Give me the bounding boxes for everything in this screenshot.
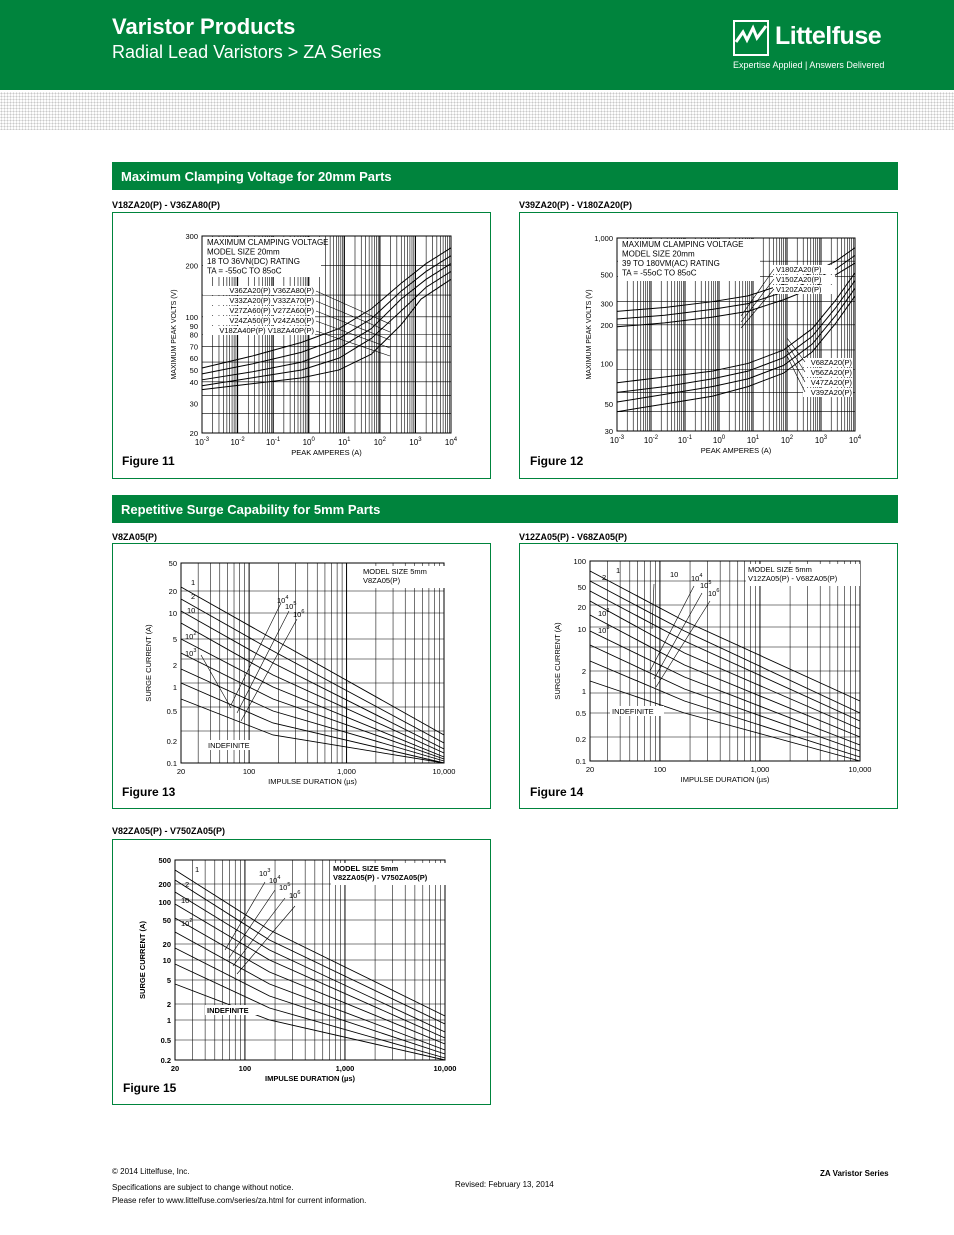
surge-curve (175, 904, 445, 1038)
y-tick-label: 100 (573, 557, 586, 566)
y-tick-label: 1 (581, 687, 586, 696)
x-tick-label: 20 (176, 767, 186, 776)
chart-note: V82ZA05(P) - V750ZA05(P) (333, 873, 428, 882)
curve-label: 2 (185, 880, 190, 889)
y-tick-label: 50 (577, 583, 586, 592)
leader-line (316, 311, 390, 340)
chart-note: MODEL SIZE 20mm (622, 249, 695, 259)
y-tick-label: 0.1 (575, 757, 586, 766)
curve-label: V18ZA40P(P) V18ZA40P(P) (219, 326, 314, 335)
chart-note: MODEL SIZE 5mm (363, 567, 427, 576)
curve-label: $10^2$ (181, 918, 193, 928)
curve-label: V47ZA20(P) (810, 378, 852, 387)
y-tick-label: 300 (600, 299, 613, 309)
x-tick-label: 10,000 (432, 767, 456, 776)
x-tick-label: 100 (242, 767, 256, 776)
x-tick-label: 10,000 (848, 765, 872, 774)
curve-label: V36ZA20(P) V36ZA80(P) (229, 286, 314, 295)
y-tick-label: 0.2 (160, 1056, 171, 1065)
x-tick-label: 1,000 (337, 767, 356, 776)
curve-label: $10^2$ (185, 631, 197, 641)
y-tick-label: 30 (604, 427, 613, 436)
y-tick-label: 0.1 (166, 759, 177, 768)
x-axis-label: IMPULSE DURATION (µs) (264, 1074, 356, 1083)
figure-14-panel (519, 543, 898, 809)
page-subtitle: Radial Lead Varistors > ZA Series (112, 42, 382, 62)
surge-curve (175, 880, 445, 1024)
x-axis-label: IMPULSE DURATION (µs) (268, 777, 357, 786)
curve-label: V27ZA60(P) V27ZA60(P) (229, 306, 314, 315)
footer-revised: Revised: February 13, 2014 (455, 1180, 554, 1189)
surge-curve (175, 948, 445, 1054)
y-axis-label: MAXIMUM PEAK VOLTS (V) (171, 289, 178, 380)
curve-label: $10^5$ (279, 882, 291, 892)
surge-curve (181, 599, 444, 743)
figure-12-chart (520, 213, 897, 478)
curve-label: $10^3$ (598, 625, 610, 635)
y-tick-label: 5 (166, 976, 171, 985)
x-tick-label: $10^{-1}$ (266, 437, 281, 447)
x-tick-label: $10^0$ (712, 435, 726, 445)
x-tick-label: $10^{-3}$ (194, 437, 210, 447)
y-tick-label: 200 (185, 261, 198, 271)
y-tick-label: 70 (189, 342, 198, 352)
y-tick-label: 80 (189, 330, 198, 340)
y-tick-label: 100 (600, 359, 613, 369)
curve-label: $10^6$ (708, 588, 720, 598)
y-tick-label: 50 (604, 399, 613, 409)
curve-label: $10^4$ (691, 573, 703, 583)
curve-label: V56ZA20(P) (810, 368, 852, 377)
y-tick-label: 50 (189, 365, 198, 375)
curve-label: $10^4$ (269, 875, 281, 885)
fig11-subtitle: V18ZA20(P) - V36ZA80(P) (112, 200, 221, 210)
curve-label: 10 (670, 570, 679, 579)
leader-line (787, 350, 805, 382)
y-tick-label: 10 (577, 625, 586, 634)
y-tick-label: 5 (172, 635, 177, 644)
x-tick-label: $10^1$ (338, 437, 351, 447)
y-tick-label: 40 (189, 377, 198, 387)
y-tick-label: 0.2 (166, 737, 177, 746)
x-tick-label: $10^{-2}$ (643, 435, 659, 445)
leader-line (237, 906, 295, 974)
x-tick-label: $10^2$ (780, 435, 794, 445)
curve-label: V24ZA50(P) V24ZA50(P) (229, 316, 314, 325)
x-axis-label: PEAK AMPERES (A) (700, 446, 772, 455)
y-tick-label: 300 (185, 232, 198, 241)
littelfuse-logo (733, 18, 893, 74)
chart-note: MODEL SIZE 20mm (207, 247, 280, 257)
x-tick-label: 20 (170, 1064, 180, 1073)
x-axis-label: IMPULSE DURATION (µs) (680, 775, 770, 784)
surge-curve (175, 984, 445, 1060)
footer-left (112, 1165, 366, 1207)
curve-label: V39ZA20(P) (810, 388, 852, 397)
y-tick-label: 2 (172, 661, 177, 670)
x-tick-label: $10^3$ (409, 437, 422, 447)
y-tick-label: 0.5 (160, 1036, 171, 1045)
y-tick-label: 20 (577, 603, 586, 612)
curve-label: V150ZA20(P) (776, 275, 822, 284)
fig14-subtitle: V12ZA05(P) - V68ZA05(P) (519, 532, 628, 542)
footer-series: ZA Varistor Series (820, 1169, 889, 1178)
curve-label: V68ZA20(P) (810, 358, 852, 367)
leader-line (231, 603, 281, 705)
figure-15-panel (112, 839, 491, 1105)
y-tick-label: 100 (158, 898, 171, 907)
curve-label: V120ZA20(P) (776, 285, 822, 294)
figure-12-caption: Figure 12 (530, 454, 584, 468)
leader-line (787, 356, 805, 392)
x-tick-label: 100 (653, 765, 667, 774)
curve-label: 1 (195, 865, 200, 874)
surge-curve (590, 591, 860, 721)
y-tick-label: 20 (168, 587, 177, 596)
footer-copyright: © 2014 Littelfuse, Inc. (112, 1167, 190, 1176)
littelfuse-mark-icon (733, 20, 769, 56)
y-tick-label: 60 (189, 354, 198, 364)
x-tick-label: $10^{-3}$ (609, 435, 625, 445)
x-tick-label: $10^{-2}$ (230, 437, 245, 447)
chart-note: 18 TO 36VN(DC) RATING (207, 257, 300, 266)
y-tick-label: 30 (189, 399, 198, 409)
figure-14-caption: Figure 14 (530, 785, 584, 799)
surge-curve (181, 611, 444, 749)
chart-note: 39 TO 180VM(AC) RATING (622, 259, 720, 268)
x-tick-label: $10^1$ (746, 435, 760, 445)
x-tick-label: $10^4$ (444, 437, 458, 447)
chart-note: TA = -55oC TO 85oC (622, 268, 697, 278)
curve-label: $10^3$ (259, 868, 271, 878)
figure-15-caption: Figure 15 (123, 1081, 177, 1095)
surge-curve (590, 615, 860, 737)
y-tick-label: 500 (158, 856, 171, 865)
surge-curve (590, 645, 860, 751)
y-tick-label: 0.2 (575, 735, 586, 744)
x-axis-label: PEAK AMPERES (A) (291, 448, 362, 457)
fig13-subtitle: V8ZA05(P) (112, 532, 158, 542)
chart-note: MAXIMUM CLAMPING VOLTAGE (207, 238, 329, 247)
curve-label: 1 (616, 566, 621, 575)
y-tick-label: 50 (168, 559, 177, 568)
curve-label: $10^4$ (277, 595, 289, 605)
y-tick-label: 0.5 (166, 707, 177, 716)
logo-tagline: Expertise Applied | Answers Delivered (733, 60, 885, 70)
curve-label: $10^5$ (700, 580, 712, 590)
dotted-band (0, 92, 954, 130)
y-tick-label: 0.5 (575, 709, 586, 718)
figure-12-panel (519, 212, 898, 479)
figure-15-chart (113, 840, 490, 1104)
figure-13-panel (112, 543, 491, 809)
x-tick-label: 100 (238, 1064, 252, 1073)
curve-label: $10^3$ (185, 648, 197, 658)
y-tick-label: 50 (162, 916, 171, 925)
surge-curve (175, 870, 445, 1016)
surge-curve (181, 639, 444, 757)
y-tick-label: 20 (189, 429, 198, 438)
figure-13-caption: Figure 13 (122, 785, 176, 799)
x-tick-label: $10^0$ (302, 437, 315, 447)
chart-note: V8ZA05(P) (363, 576, 401, 585)
chart-note: MODEL SIZE 5mm (333, 864, 399, 873)
curve-label: $10^6$ (293, 609, 305, 619)
surge-curve (175, 918, 445, 1044)
y-tick-label: 100 (185, 312, 198, 322)
x-tick-label: 1,000 (750, 765, 770, 774)
chart-note: TA = -55oC TO 85oC (207, 266, 282, 276)
y-tick-label: 10 (168, 609, 177, 618)
surge-curve (590, 631, 860, 745)
x-tick-label: $10^3$ (814, 435, 828, 445)
y-axis-label: SURGE CURRENT (A) (138, 921, 147, 999)
x-tick-label: $10^2$ (373, 437, 386, 447)
x-tick-label: $10^{-1}$ (677, 435, 693, 445)
curve-label: 1 (191, 578, 196, 587)
page-title: Varistor Products (112, 14, 296, 39)
chart-note: V12ZA05(P) - V68ZA05(P) (748, 574, 838, 583)
x-tick-label: $10^4$ (848, 435, 862, 445)
curve-label: 2 (191, 592, 196, 601)
section-surge: Repetitive Surge Capability for 5mm Parts (112, 495, 898, 523)
curve-label: V180ZA20(P) (776, 265, 822, 274)
fig12-subtitle: V39ZA20(P) - V180ZA20(P) (519, 200, 633, 210)
x-tick-label: 1,000 (335, 1064, 355, 1073)
curve-label: 10 (181, 896, 190, 905)
x-tick-label: 20 (585, 765, 595, 774)
y-tick-label: 500 (600, 270, 613, 280)
figure-11-caption: Figure 11 (122, 454, 175, 468)
y-tick-label: 200 (158, 880, 171, 889)
footer-notice: Specifications are subject to change without notice. (112, 1183, 294, 1192)
section-clamping: Maximum Clamping Voltage for 20mm Parts (112, 162, 898, 190)
figure-11-panel (112, 212, 491, 479)
y-tick-label: 1 (166, 1016, 171, 1025)
figure-11-chart (113, 213, 490, 478)
y-tick-label: 2 (166, 1000, 171, 1009)
curve-label-indefinite: INDEFINITE (208, 741, 250, 750)
plot-frame (590, 561, 860, 761)
figure-14-chart (520, 544, 897, 808)
y-tick-label: 2 (581, 667, 586, 676)
y-tick-label: 1 (172, 683, 177, 692)
chart-note: MAXIMUM CLAMPING VOLTAGE (622, 240, 744, 249)
fig15-subtitle: V82ZA05(P) - V750ZA05(P) (112, 826, 226, 836)
y-tick-label: 20 (162, 940, 171, 949)
leader-line (652, 584, 654, 629)
curve-label: V33ZA20(P) V33ZA70(P) (229, 296, 314, 305)
curve-label: $10^5$ (285, 601, 297, 611)
y-tick-label: 1,000 (594, 234, 613, 243)
y-axis-label: SURGE CURRENT (A) (553, 622, 562, 700)
leader-line (316, 291, 390, 324)
curve-label: 2 (602, 573, 607, 582)
y-tick-label: 10 (162, 956, 171, 965)
y-tick-label: 90 (189, 321, 198, 331)
y-axis-label: SURGE CURRENT (A) (144, 624, 153, 702)
curve-label: $10^6$ (289, 890, 301, 900)
curve-label: $10^2$ (598, 608, 610, 618)
plot-frame (181, 563, 444, 763)
x-tick-label: 10,000 (433, 1064, 457, 1073)
curve-label-indefinite: INDEFINITE (207, 1006, 249, 1015)
curve-label: 10 (187, 606, 196, 615)
y-tick-label: 200 (600, 320, 613, 330)
curve-label-indefinite: INDEFINITE (612, 707, 654, 716)
surge-curve (181, 623, 444, 753)
footer-reference: Please refer to www.littelfuse.com/series/za.html for current information. (112, 1196, 367, 1205)
logo-wordmark: Littelfuse (775, 22, 882, 50)
y-axis-label: MAXIMUM PEAK VOLTS (V) (586, 289, 593, 380)
chart-note: MODEL SIZE 5mm (748, 565, 812, 574)
figure-13-chart (113, 544, 490, 808)
header-bar (0, 0, 954, 90)
